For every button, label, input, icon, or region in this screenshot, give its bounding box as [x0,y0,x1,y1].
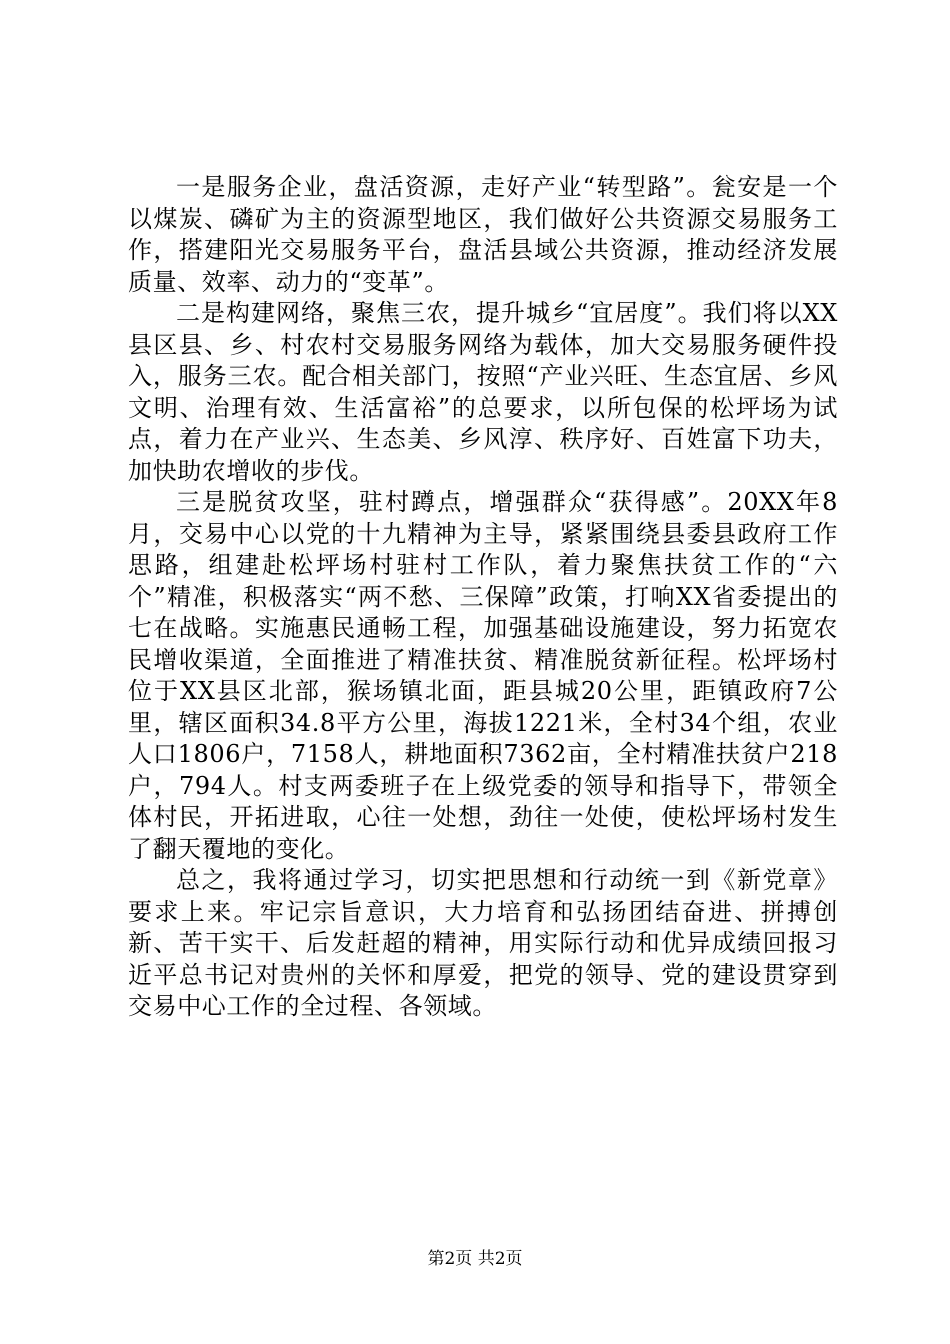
paragraph-build-network: 二是构建网络，聚焦三农，提升城乡“宜居度”。我们将以XX县区县、乡、村农村交易服务网络为载体，加大交易服务硬件投入，服务三农。配合相关部门，按照“产业兴旺、生态宜居、乡风文明、治理有效、生活富裕”的总要求，以所包保的松坪场为试点，着力在产业兴、生态美、乡风淳、秩序好、百姓富下功夫，加快助农增收的步伐。 [128,299,838,485]
document-body [128,172,838,1023]
paragraph-service-enterprises: 一是服务企业，盘活资源，走好产业“转型路”。瓮安是一个以煤炭、磷矿为主的资源型地区，我们做好公共资源交易服务工作，搭建阳光交易服务平台，盘活县域公共资源，推动经济发展质量、效率、动力的“变革”。 [128,173,838,296]
paragraph-conclusion: 总之，我将通过学习，切实把思想和行动统一到《新党章》要求上来。牢记宗旨意识，大力培育和弘扬团结奋进、拼搏创新、苦干实干、后发赶超的精神，用实际行动和优异成绩回报习近平总书记对贵州的关怀和厚爱，把党的领导、党的建设贯穿到交易中心工作的全过程、各领域。 [128,866,838,1020]
paragraph-poverty-alleviation: 三是脱贫攻坚，驻村蹲点，增强群众“获得感”。20XX年8月，交易中心以党的十九精神为主导，紧紧围绕县委县政府工作思路，组建赴松坪场村驻村工作队，着力聚焦扶贫工作的“六个”精准，积极落实“两不愁、三保障”政策，打响XX省委提出的七在战略。实施惠民通畅工程，加强基础设施建设，努力拓宽农民增收渠道，全面推进了精准扶贫、精准脱贫新征程。松坪场村位于XX县区北部，猴场镇北面，距县城20公里，距镇政府7公里，辖区面积34.8平方公里，海拔1221米，全村34个组，农业人口1806户，7158人，耕地面积7362亩，全村精准扶贫户218户，794人。村支两委班子在上级党委的领导和指导下，带领全体村民，开拓进取，心往一处想，劲往一处使，使松坪场村发生了翻天覆地的变化。 [128,488,838,863]
page-footer: 第2页 共2页 [427,1249,523,1269]
